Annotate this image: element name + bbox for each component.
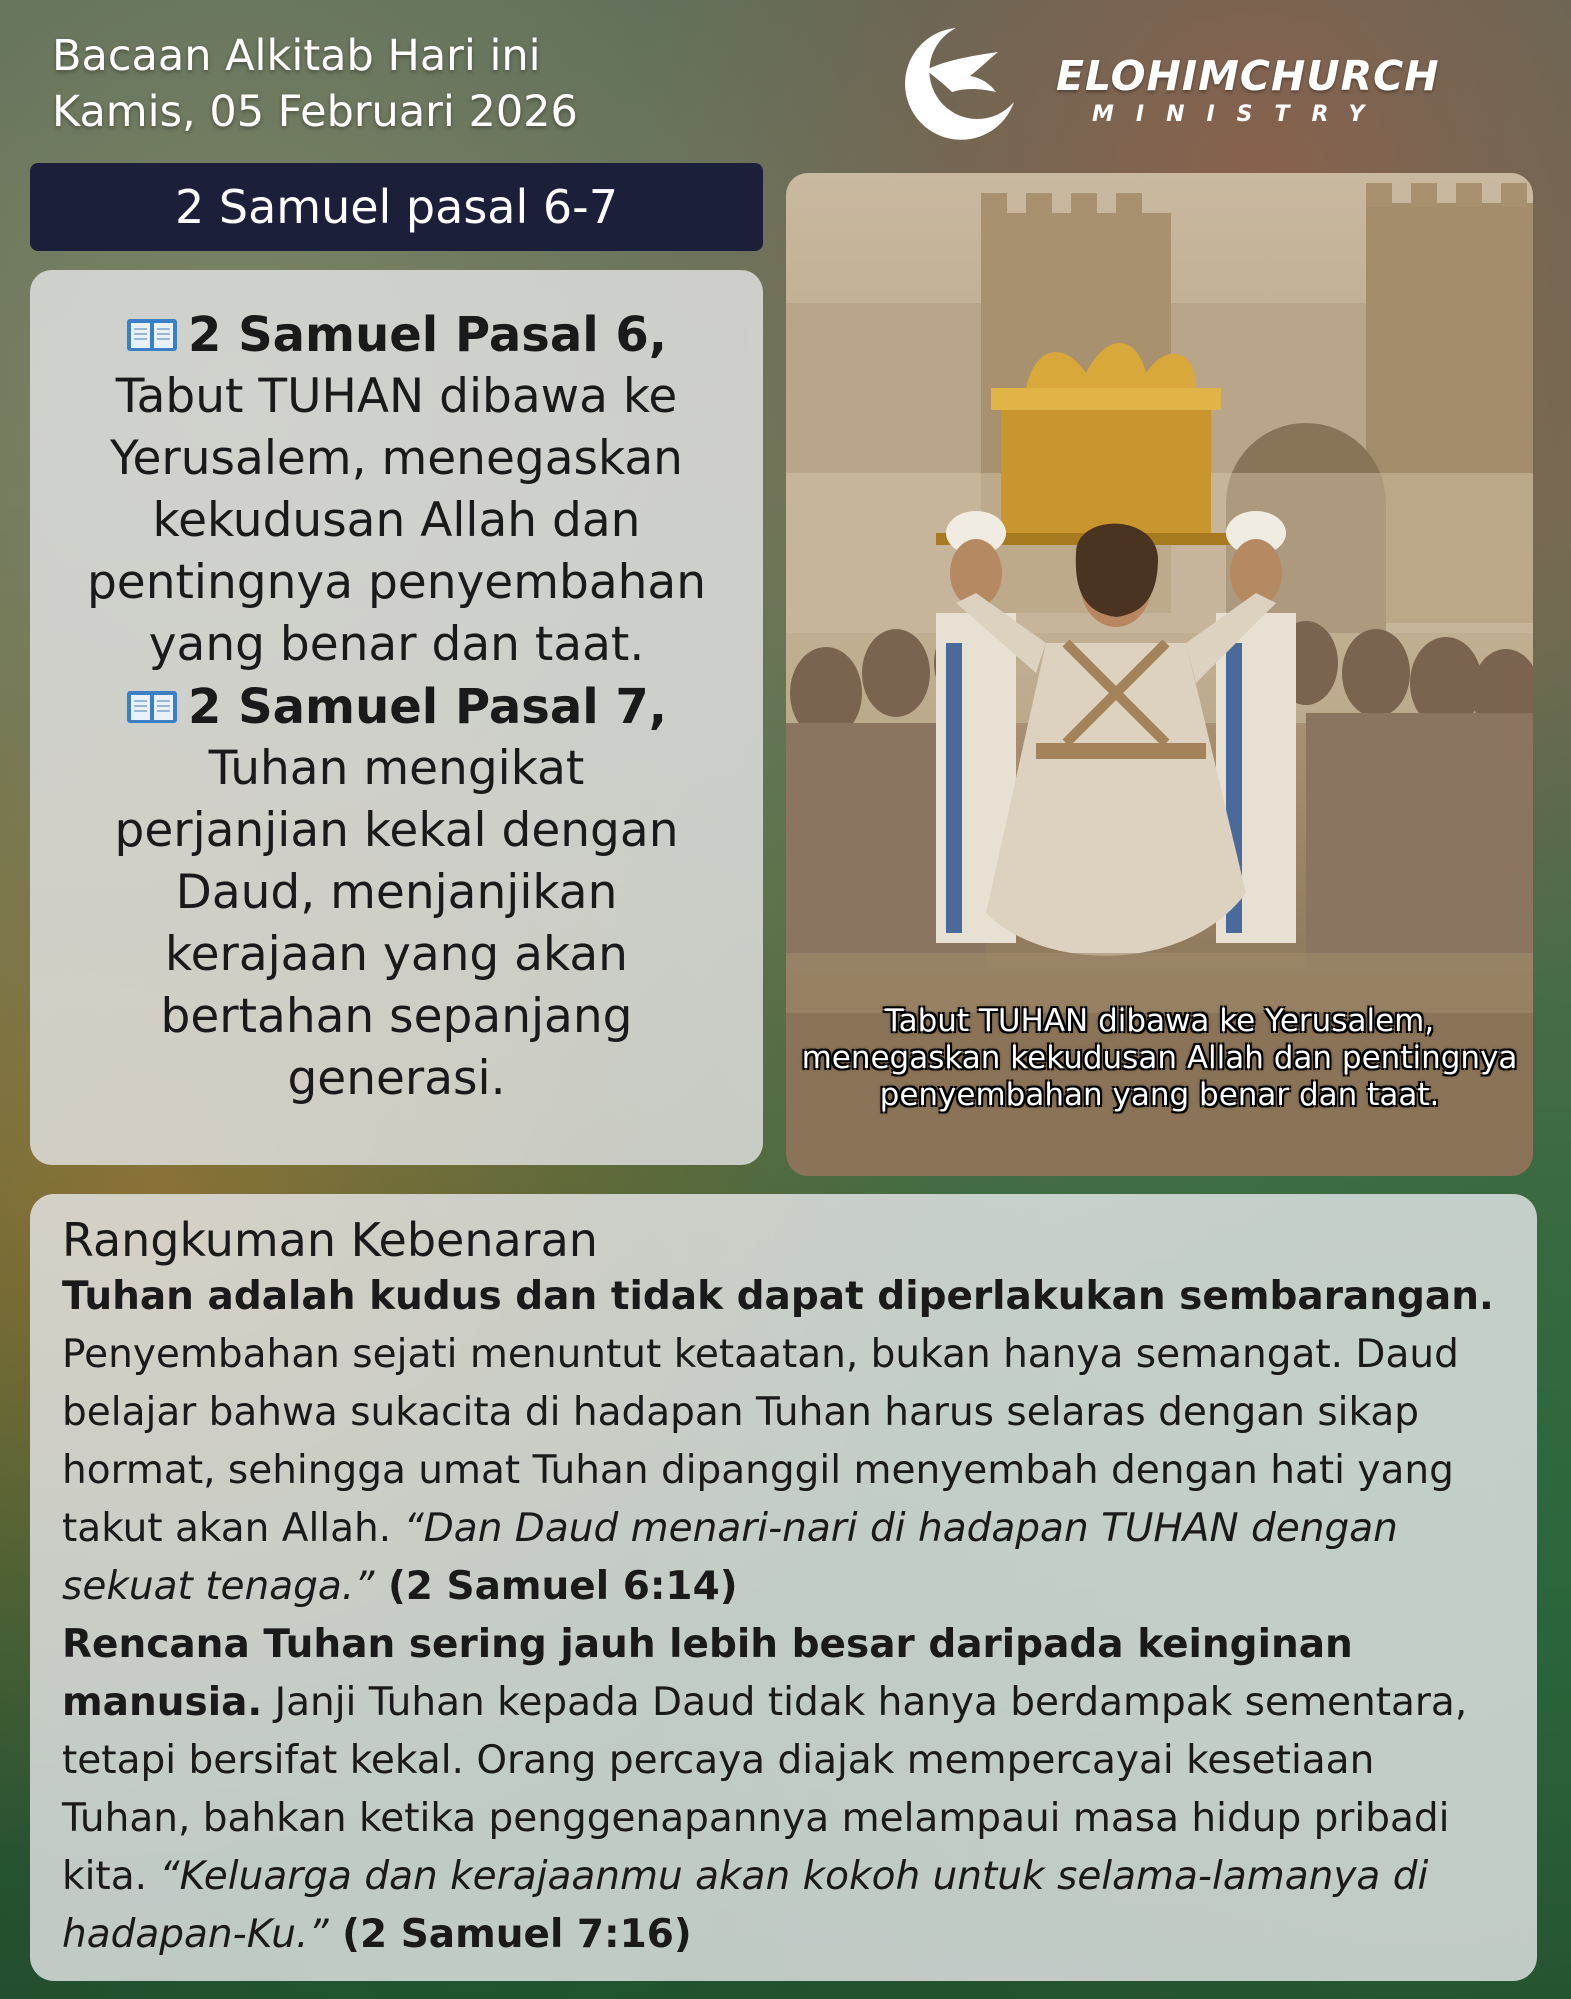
truth-point-2-bold: Rencana Tuhan sering jauh lebih besar daripada keinginan manusia. bbox=[62, 1622, 1353, 1725]
truth-point-1-ref: (2 Samuel 6:14) bbox=[374, 1564, 738, 1609]
header-date-text: Kamis, 05 Februari 2026 bbox=[52, 87, 578, 137]
chapter-6-heading: 2 Samuel Pasal 6, bbox=[187, 307, 667, 363]
truth-title: Rangkuman Kebenaran bbox=[62, 1213, 598, 1267]
dove-crescent-icon bbox=[886, 22, 1026, 142]
church-logo bbox=[886, 22, 1446, 142]
truth-point-2-quote: “Keluarga dan kerajaanmu akan kokoh untuk selama-lamanya di hadapan-Ku.” bbox=[62, 1854, 1429, 1957]
header-date bbox=[52, 28, 578, 140]
truth-point-2-text: Janji Tuhan kepada Daud tidak hanya berdampak sementara, tetapi bersifat kekal. Orang percaya diajak mempercayai kesetiaan Tuhan, bahkan ketika penggenapannya melampaui masa hidup pribadi kita. bbox=[62, 1680, 1468, 1899]
illustration-photo bbox=[786, 173, 1533, 1176]
truth-point-2-ref: (2 Samuel 7:16) bbox=[328, 1912, 692, 1957]
logo-subtitle: MINISTRY bbox=[1092, 102, 1387, 127]
chapter-6-text: Tabut TUHAN dibawa ke Yerusalem, menegaskan kekudusan Allah dan pentingnya penyembahan yang benar dan taat. bbox=[86, 369, 707, 672]
photo-caption: Tabut TUHAN dibawa ke Yerusalem, menegaskan kekudusan Allah dan pentingnya penyembahan yang benar dan taat. bbox=[801, 1003, 1518, 1113]
truth-point-1-bold: Tuhan adalah kudus dan tidak dapat diperlakukan sembarangan. bbox=[62, 1274, 1494, 1319]
truth-summary-panel bbox=[30, 1194, 1537, 1981]
truth-point-1-quote: “Dan Daud menari-nari di hadapan TUHAN dengan sekuat tenaga.” bbox=[62, 1506, 1398, 1609]
chapter-6-summary bbox=[30, 304, 763, 676]
logo-title: ELOHIMCHURCH bbox=[1056, 52, 1440, 100]
chapter-7-text: Tuhan mengikat perjanjian kekal dengan Daud, menjanjikan kerajaan yang akan bertahan sepanjang generasi. bbox=[114, 741, 679, 1106]
chapter-summary-panel bbox=[30, 270, 763, 1165]
truth-point-2 bbox=[62, 1616, 1505, 1964]
header-title: Bacaan Alkitab Hari ini bbox=[52, 31, 541, 81]
open-book-icon bbox=[126, 689, 178, 725]
chapter-7-heading: 2 Samuel Pasal 7, bbox=[187, 679, 667, 735]
chapter-7-summary bbox=[30, 676, 763, 1110]
truth-point-1 bbox=[62, 1268, 1505, 1616]
truth-point-1-text: Penyembahan sejati menuntut ketaatan, bukan hanya semangat. Daud belajar bahwa sukacita di hadapan Tuhan harus selaras dengan sikap hormat, sehingga umat Tuhan dipanggil menyembah dengan hati yang takut akan Allah. bbox=[62, 1332, 1459, 1551]
open-book-icon bbox=[126, 317, 178, 353]
passage-banner: 2 Samuel pasal 6-7 bbox=[30, 163, 763, 251]
